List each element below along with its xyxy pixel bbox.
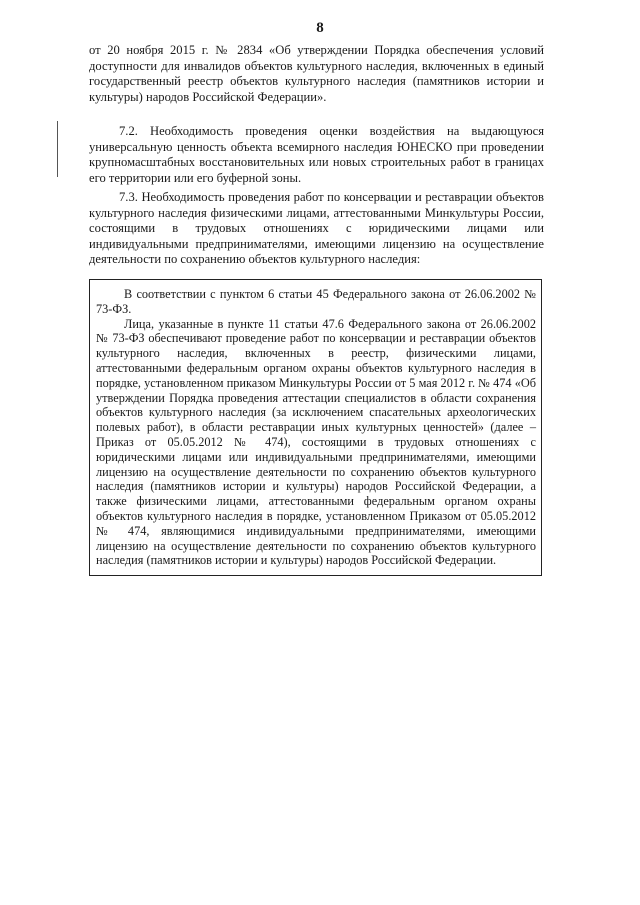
page-number: 8 — [316, 20, 324, 36]
margin-change-mark — [57, 121, 58, 177]
note-paragraph-details: Лица, указанные в пункте 11 статьи 47.6 Федерального закона от 26.06.2002 № 73-ФЗ обеспечивают проведение работ по консервации и реставрации объектов культурного наследия, включенных в реестр, физическими лицами, аттестованными федеральным органом охраны объектов культурного наследия в порядке, установленном приказом Минкультуры России от 5 мая 2012 г. № 474 «Об утверждении Порядка проведения аттестации специалистов в области сохранения объектов культурного наследия (за исключением спасательных археологических полевых работ), в области реставрации иных культурных ценностей» (далее – Приказ от 05.05.2012 № 474), состоящими в трудовых отношениях с юридическими лицами или индивидуальными предпринимателями, имеющими лицензию на осуществление деятельности по сохранению объектов культурного наследия (памятников истории и культуры) народов Российской Федерации, а также физическими лицами, аттестованными федеральным органом охраны объектов культурного наследия в порядке, установленном Приказом от 05.05.2012 № 474, являющимися индивидуальными предпринимателями, имеющими лицензию на осуществление деятельности по сохранению объектов культурного наследия (памятников истории и культуры) народов Российской Федерации. — [96, 316, 536, 568]
paragraph-continuation: от 20 ноября 2015 г. № 2834 «Об утверждении Порядка обеспечения условий доступности для инвалидов объектов культурного наследия, включенных в единый государственный реестр объектов культурного наследия (памятников истории и культуры) народов Российской Федерации». — [89, 43, 544, 104]
paragraph-7-3: 7.3. Необходимость проведения работ по консервации и реставрации объектов культурного наследия физическими лицами, аттестованными Минкультуры России, состоящими в трудовых отношениях с юридическими лицами или индивидуальными предпринимателями, имеющими лицензию на осуществление деятельности по сохранению объектов культурного наследия: — [89, 190, 544, 267]
note-paragraph-legal-reference: В соответствии с пунктом 6 статьи 45 Федерального закона от 26.06.2002 № 73-ФЗ. — [96, 287, 536, 316]
legal-basis-note-box — [89, 279, 542, 576]
paragraph-7-2: 7.2. Необходимость проведения оценки воздействия на выдающуюся универсальную ценность объекта всемирного наследия ЮНЕСКО при проведении крупномасштабных восстановительных или новых строительных работ в границах его территории или его буферной зоны. — [89, 124, 544, 185]
